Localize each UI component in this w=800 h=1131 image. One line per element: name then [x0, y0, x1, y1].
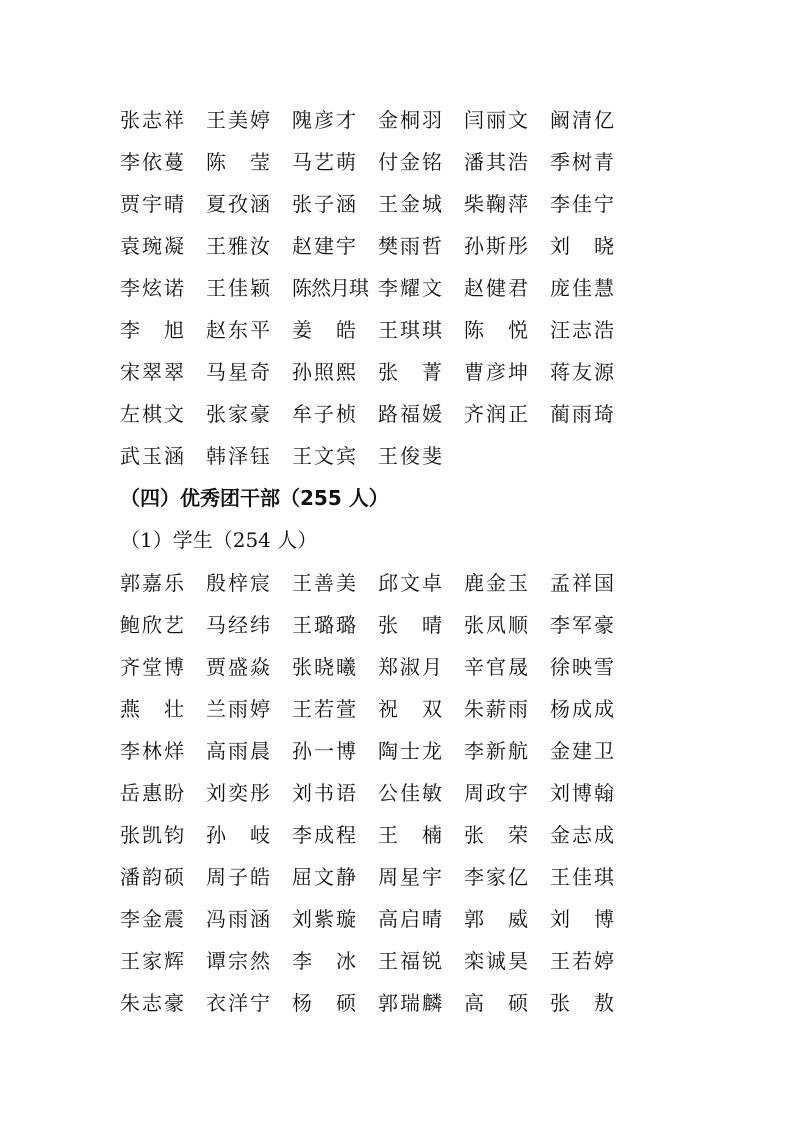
person-name: 衣洋宁	[206, 990, 270, 1015]
person-name: 隗彦才	[292, 107, 356, 132]
person-name: 高 硕	[464, 990, 528, 1015]
person-name: 李耀文	[378, 275, 442, 300]
person-name: 陈 莹	[206, 149, 270, 174]
person-name: 贾盛焱	[206, 654, 270, 679]
person-name: 马经纬	[206, 612, 270, 637]
person-name: 王俊斐	[378, 443, 442, 468]
person-name: 王琪琪	[378, 317, 442, 342]
person-name: 高雨晨	[206, 738, 270, 763]
person-name: 李军豪	[550, 612, 614, 637]
person-name: 金建卫	[550, 738, 614, 763]
person-name: 李成程	[292, 822, 356, 847]
person-name: 朱志豪	[120, 990, 184, 1015]
person-name: 夏孜涵	[206, 191, 270, 216]
person-name: 王若萱	[292, 696, 356, 721]
person-name: 刘奕彤	[206, 780, 270, 805]
person-name: 刘 晓	[550, 233, 614, 258]
person-name: 蔺雨琦	[550, 401, 614, 426]
name-row	[120, 980, 640, 1022]
person-name: 王 楠	[378, 822, 442, 847]
name-row	[120, 97, 640, 139]
person-name: 辛官晟	[464, 654, 528, 679]
person-name: 李依蔓	[120, 149, 184, 174]
person-name: 王金城	[378, 191, 442, 216]
name-row	[120, 728, 640, 770]
person-name: 路福媛	[378, 401, 442, 426]
person-name: 鲍欣艺	[120, 612, 184, 637]
person-name: 郑淑月	[378, 654, 442, 679]
person-name: 孙照熙	[292, 359, 356, 384]
name-row	[120, 181, 640, 223]
name-row	[120, 223, 640, 265]
person-name: 庞佳慧	[550, 275, 614, 300]
person-name: 袁琬凝	[120, 233, 184, 258]
person-name: 贾宇晴	[120, 191, 184, 216]
person-name: 刘博翰	[550, 780, 614, 805]
person-name: 孟祥国	[550, 570, 614, 595]
person-name: 周星宇	[378, 864, 442, 889]
person-name: 王美婷	[206, 107, 270, 132]
name-row	[120, 307, 640, 349]
person-name: 宋翠翠	[120, 359, 184, 384]
person-name: 郭瑞麟	[378, 990, 442, 1015]
person-name: 张 菁	[378, 359, 442, 384]
person-name: 鹿金玉	[464, 570, 528, 595]
person-name: 屈文静	[292, 864, 356, 889]
person-name: 张凤顺	[464, 612, 528, 637]
person-name: 牟子桢	[292, 401, 356, 426]
person-name: 兰雨婷	[206, 696, 270, 721]
section-subheading: （1）学生（254 人）	[120, 528, 318, 552]
person-name: 王善美	[292, 570, 356, 595]
person-name: 张凯钧	[120, 822, 184, 847]
name-row	[120, 433, 640, 475]
person-name: 朱薪雨	[464, 696, 528, 721]
person-name: 金志成	[550, 822, 614, 847]
person-name: 闫丽文	[464, 107, 528, 132]
person-name: 高启晴	[378, 906, 442, 931]
person-name: 冯雨涵	[206, 906, 270, 931]
person-name: 金桐羽	[378, 107, 442, 132]
person-name: 祝 双	[378, 696, 442, 721]
person-name: 蒋友源	[550, 359, 614, 384]
person-name: 武玉涵	[120, 443, 184, 468]
name-row	[120, 896, 640, 938]
person-name: 赵建宇	[292, 233, 356, 258]
person-name: 齐润正	[464, 401, 528, 426]
person-name: 张 晴	[378, 612, 442, 637]
person-name: 岳惠盼	[120, 780, 184, 805]
person-name: 郭嘉乐	[120, 570, 184, 595]
name-row	[120, 854, 640, 896]
person-name: 赵东平	[206, 317, 270, 342]
person-name: 孙斯彤	[464, 233, 528, 258]
person-name: 张子涵	[292, 191, 356, 216]
person-name: 张晓曦	[292, 654, 356, 679]
person-name: 孙 岐	[206, 822, 270, 847]
person-name: 李家亿	[464, 864, 528, 889]
person-name: 刘紫璇	[292, 906, 356, 931]
person-name: 潘其浩	[464, 149, 528, 174]
name-row	[120, 812, 640, 854]
name-row	[120, 139, 640, 181]
person-name: 左棋文	[120, 401, 184, 426]
person-name: 燕 壮	[120, 696, 184, 721]
person-name: 栾诚昊	[464, 948, 528, 973]
person-name: 周子皓	[206, 864, 270, 889]
name-row	[120, 602, 640, 644]
name-row	[120, 391, 640, 433]
person-name: 张 荣	[464, 822, 528, 847]
person-name: 殷梓宸	[206, 570, 270, 595]
name-list-section-2	[120, 560, 640, 1022]
person-name: 王家辉	[120, 948, 184, 973]
name-row	[120, 938, 640, 980]
person-name: 王佳颖	[206, 275, 270, 300]
person-name: 徐映雪	[550, 654, 614, 679]
person-name: 周政宇	[464, 780, 528, 805]
person-name: 季树青	[550, 149, 614, 174]
person-name: 刘 博	[550, 906, 614, 931]
person-name: 王若婷	[550, 948, 614, 973]
name-list-section-1	[120, 97, 640, 475]
person-name: 邱文卓	[378, 570, 442, 595]
person-name: 陈然月琪	[292, 275, 368, 300]
person-name: 李 冰	[292, 948, 356, 973]
person-name: 郭 威	[464, 906, 528, 931]
person-name: 曹彦坤	[464, 359, 528, 384]
person-name: 赵健君	[464, 275, 528, 300]
person-name: 马艺萌	[292, 149, 356, 174]
name-row	[120, 265, 640, 307]
person-name: 王雅汝	[206, 233, 270, 258]
person-name: 潘韵硕	[120, 864, 184, 889]
person-name: 公佳敏	[378, 780, 442, 805]
person-name: 王福锐	[378, 948, 442, 973]
person-name: 李金震	[120, 906, 184, 931]
person-name: 李佳宁	[550, 191, 614, 216]
person-name: 张志祥	[120, 107, 184, 132]
name-row	[120, 686, 640, 728]
person-name: 李 旭	[120, 317, 184, 342]
person-name: 柴鞠萍	[464, 191, 528, 216]
person-name: 张家豪	[206, 401, 270, 426]
person-name: 李林烊	[120, 738, 184, 763]
section-heading: （四）优秀团干部（255 人）	[120, 486, 389, 510]
person-name: 李新航	[464, 738, 528, 763]
person-name: 杨 硕	[292, 990, 356, 1015]
person-name: 齐堂博	[120, 654, 184, 679]
person-name: 王佳琪	[550, 864, 614, 889]
person-name: 姜 皓	[292, 317, 356, 342]
person-name: 樊雨哲	[378, 233, 442, 258]
person-name: 韩泽钰	[206, 443, 270, 468]
person-name: 杨成成	[550, 696, 614, 721]
person-name: 付金铭	[378, 149, 442, 174]
name-row	[120, 770, 640, 812]
person-name: 王璐璐	[292, 612, 356, 637]
name-row	[120, 349, 640, 391]
person-name: 孙一博	[292, 738, 356, 763]
person-name: 阚清亿	[550, 107, 614, 132]
person-name: 陈 悦	[464, 317, 528, 342]
person-name: 谭宗然	[206, 948, 270, 973]
person-name: 汪志浩	[550, 317, 614, 342]
person-name: 王文宾	[292, 443, 356, 468]
name-row	[120, 644, 640, 686]
person-name: 刘书语	[292, 780, 356, 805]
person-name: 陶士龙	[378, 738, 442, 763]
name-row	[120, 560, 640, 602]
person-name: 李炫诺	[120, 275, 184, 300]
person-name: 马星奇	[206, 359, 270, 384]
person-name: 张 敖	[550, 990, 614, 1015]
